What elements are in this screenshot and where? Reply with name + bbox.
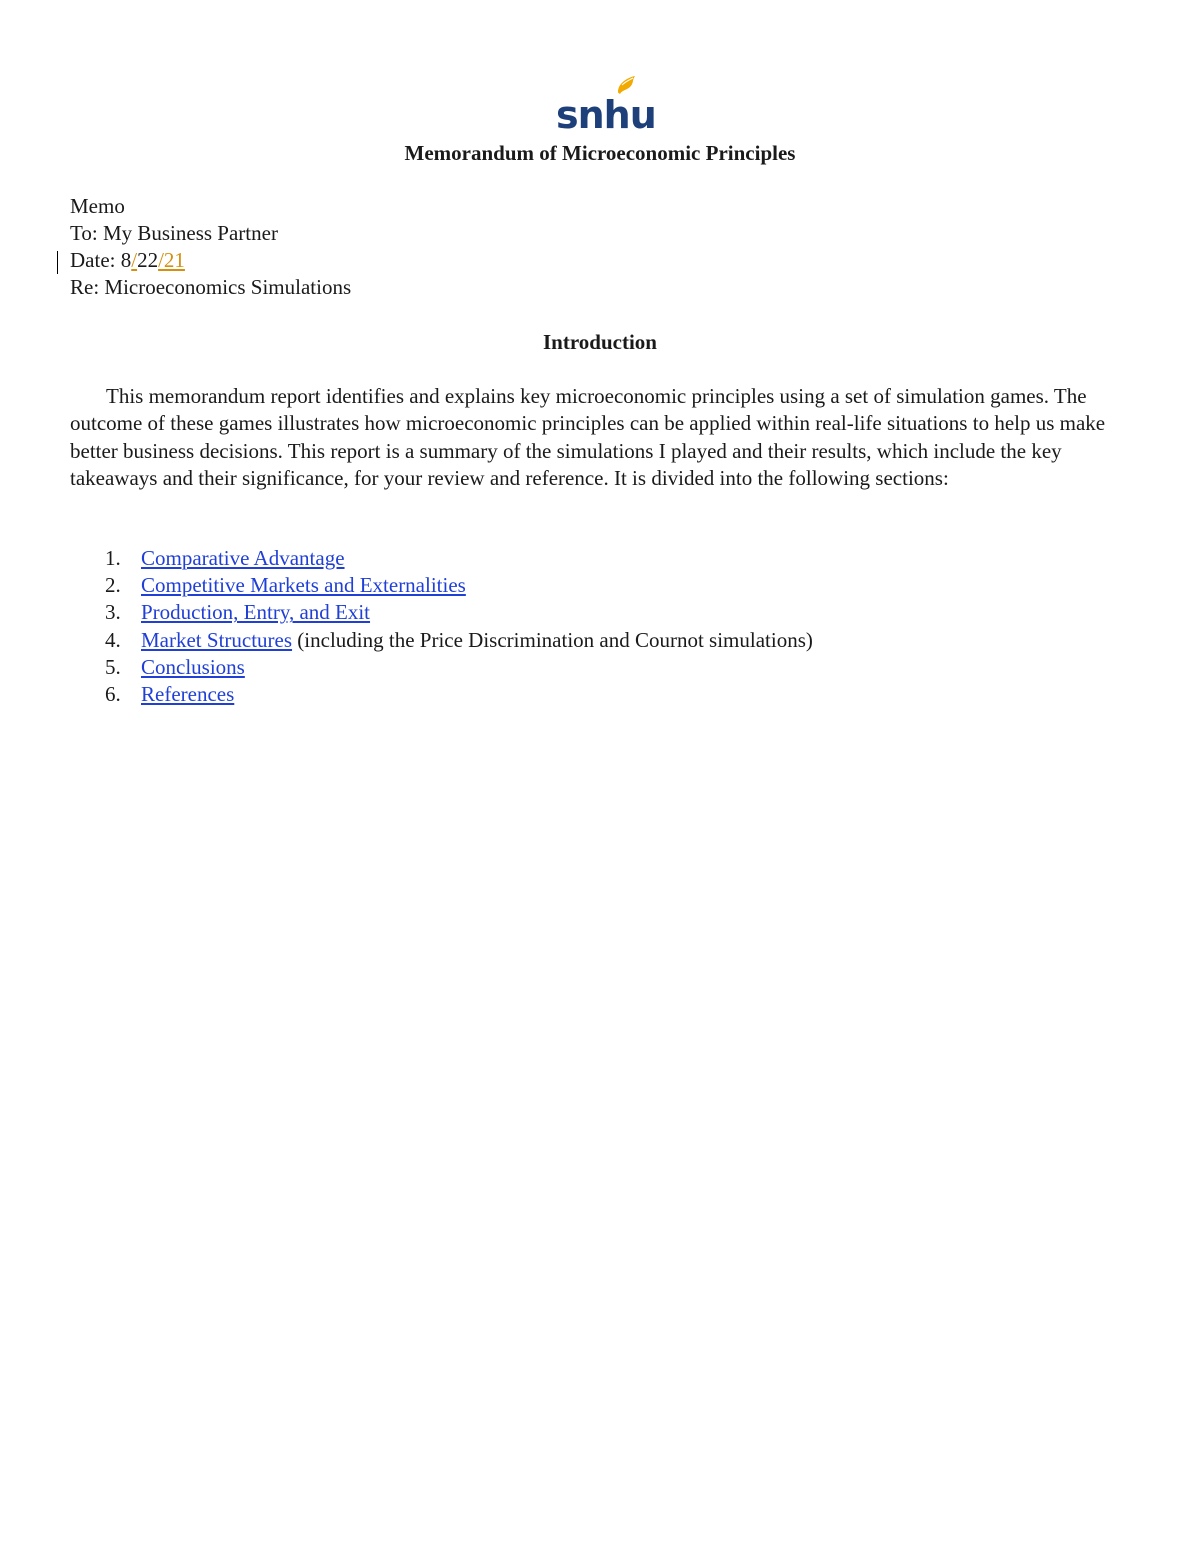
snhu-logo-graphic bbox=[556, 74, 656, 137]
change-bar bbox=[57, 251, 58, 274]
link-competitive-markets[interactable]: Competitive Markets and Externalities bbox=[141, 573, 466, 598]
list-item bbox=[70, 627, 813, 654]
list-item bbox=[70, 654, 813, 681]
list-number: 3. bbox=[105, 600, 121, 625]
memo-to: To: My Business Partner bbox=[70, 221, 278, 245]
link-comparative-advantage[interactable]: Comparative Advantage bbox=[141, 546, 345, 570]
list-number: 1. bbox=[105, 546, 121, 570]
list-number: 2. bbox=[105, 573, 121, 598]
list-number: 6. bbox=[105, 682, 121, 707]
list-item bbox=[70, 572, 813, 599]
memo-date bbox=[70, 247, 351, 274]
list-number: 4. bbox=[105, 627, 121, 652]
memo-header bbox=[70, 193, 351, 301]
list-item-suffix: (including the Price Discrimination and Cournot simulations) bbox=[292, 627, 813, 652]
link-production-entry-exit[interactable]: Production, Entry, and Exit bbox=[141, 600, 371, 625]
list-item bbox=[70, 681, 813, 708]
memo-date-day: 22 bbox=[137, 248, 159, 272]
snhu-logo bbox=[556, 74, 656, 137]
memo-label: Memo bbox=[70, 194, 125, 218]
list-item bbox=[70, 599, 813, 626]
memo-date-slash-tracked: / bbox=[131, 248, 138, 272]
sections-list bbox=[70, 545, 813, 708]
memo-date-prefix: Date: 8 bbox=[70, 248, 132, 272]
memo-re: Re: Microeconomics Simulations bbox=[70, 275, 352, 299]
intro-heading: Introduction bbox=[543, 330, 657, 354]
link-conclusions[interactable]: Conclusions bbox=[141, 654, 245, 679]
intro-paragraph: This memorandum report identifies and explains key microeconomic principles using a set of simulation games. The outcome of these games illustrates how microeconomic principles can be applied within real-life situations to help us make better business decisions. This report is a summary of the simulations I played and their results, which include the key takeaways and their significance, for your review and reference. It is divided into the following sections: bbox=[70, 384, 1106, 491]
link-references[interactable]: References bbox=[141, 682, 235, 707]
list-item bbox=[70, 545, 813, 572]
list-number: 5. bbox=[105, 654, 121, 679]
link-market-structures[interactable]: Market Structures bbox=[141, 627, 293, 652]
logo-wordmark: snhu bbox=[556, 93, 656, 137]
memo-date-year-tracked: /21 bbox=[158, 248, 185, 272]
document-title: Memorandum of Microeconomic Principles bbox=[404, 141, 796, 165]
